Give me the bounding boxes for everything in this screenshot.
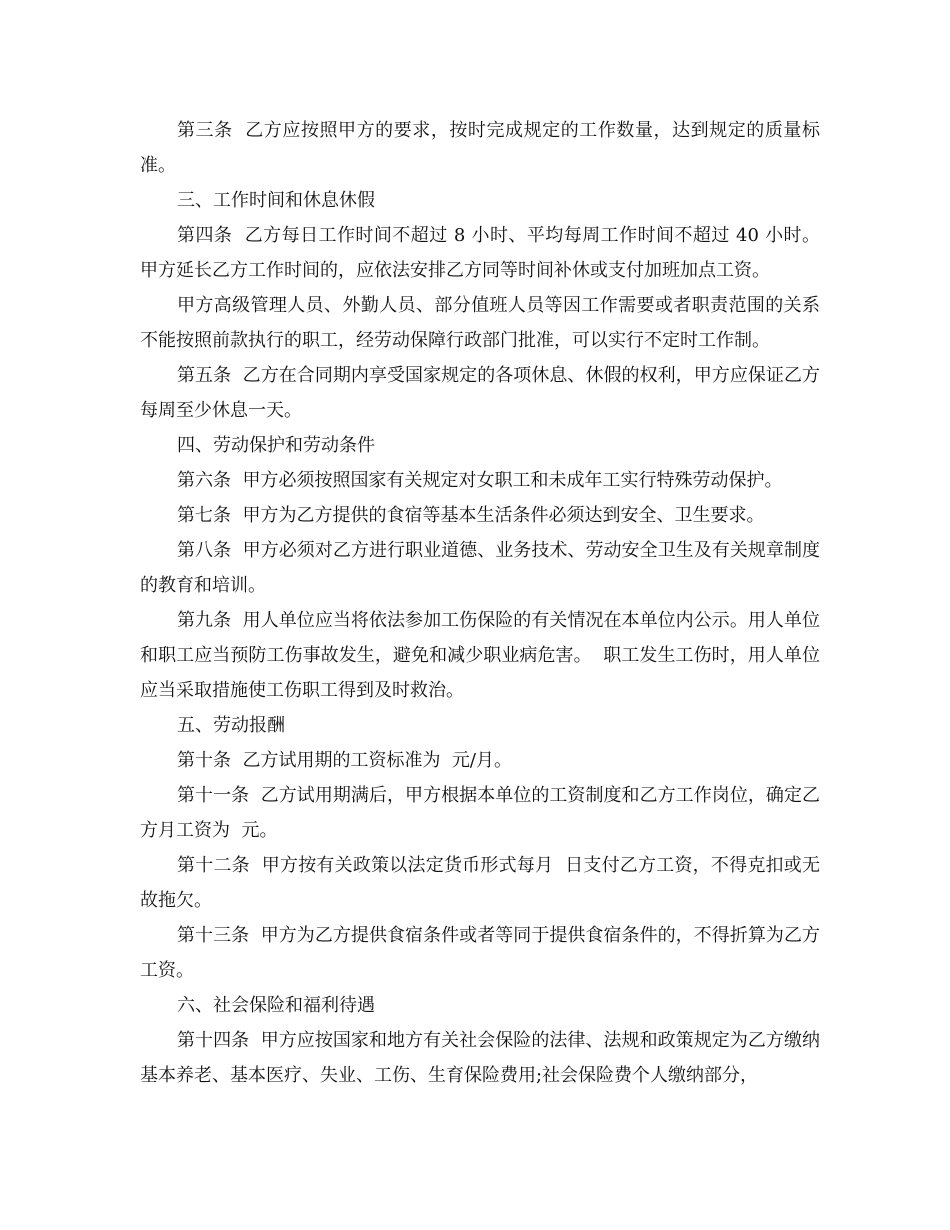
clause-paragraph: 第七条 甲方为乙方提供的食宿等基本生活条件必须达到安全、卫生要求。 [177, 505, 765, 526]
clause-paragraph: 第十四条 甲方应按国家和地方有关社会保险的法律、法规和政策规定为乙方缴纳基本养老、基本医疗、失业、工伤、生育保险费用;社会保险费个人缴纳部分， [140, 1030, 820, 1086]
document-body [140, 113, 820, 1093]
clause-paragraph: 第十一条 乙方试用期满后，甲方根据本单位的工资制度和乙方工作岗位，确定乙方月工资为 元。 [140, 785, 820, 841]
clause-paragraph: 第十二条 甲方按有关政策以法定货币形式每月 日支付乙方工资，不得克扣或无故拖欠。 [140, 855, 820, 911]
clause-paragraph: 第八条 甲方必须对乙方进行职业道德、业务技术、劳动安全卫生及有关规章制度的教育和培训。 [140, 540, 820, 596]
clause-paragraph: 甲方高级管理人员、外勤人员、部分值班人员等因工作需要或者职责范围的关系不能按照前款执行的职工，经劳动保障行政部门批准，可以实行不定时工作制。 [140, 295, 820, 351]
section-heading: 六、社会保险和福利待遇 [177, 995, 375, 1016]
section-heading: 四、劳动保护和劳动条件 [177, 435, 375, 456]
clause-paragraph: 第十条 乙方试用期的工资标准为 元/月。 [177, 750, 512, 771]
clause-paragraph: 第六条 甲方必须按照国家有关规定对女职工和未成年工实行特殊劳动保护。 [177, 470, 783, 491]
section-heading: 三、工作时间和休息休假 [177, 190, 375, 211]
clause-paragraph: 第十三条 甲方为乙方提供食宿条件或者等同于提供食宿条件的，不得折算为乙方工资。 [140, 925, 820, 981]
clause-paragraph: 第九条 用人单位应当将依法参加工伤保险的有关情况在本单位内公示。用人单位和职工应当预防工伤事故发生，避免和减少职业病危害。 职工发生工伤时，用人单位应当采取措施使工伤职工得到及时救治。 [140, 610, 820, 701]
clause-paragraph: 第三条 乙方应按照甲方的要求，按时完成规定的工作数量，达到规定的质量标准。 [140, 120, 820, 176]
section-heading: 五、劳动报酬 [177, 715, 285, 736]
clause-paragraph: 第四条 乙方每日工作时间不超过 8 小时、平均每周工作时间不超过 40 小时。甲方延长乙方工作时间的，应依法安排乙方同等时间补休或支付加班加点工资。 [140, 225, 820, 281]
clause-paragraph: 第五条 乙方在合同期内享受国家规定的各项休息、休假的权利，甲方应保证乙方每周至少休息一天。 [140, 365, 820, 421]
